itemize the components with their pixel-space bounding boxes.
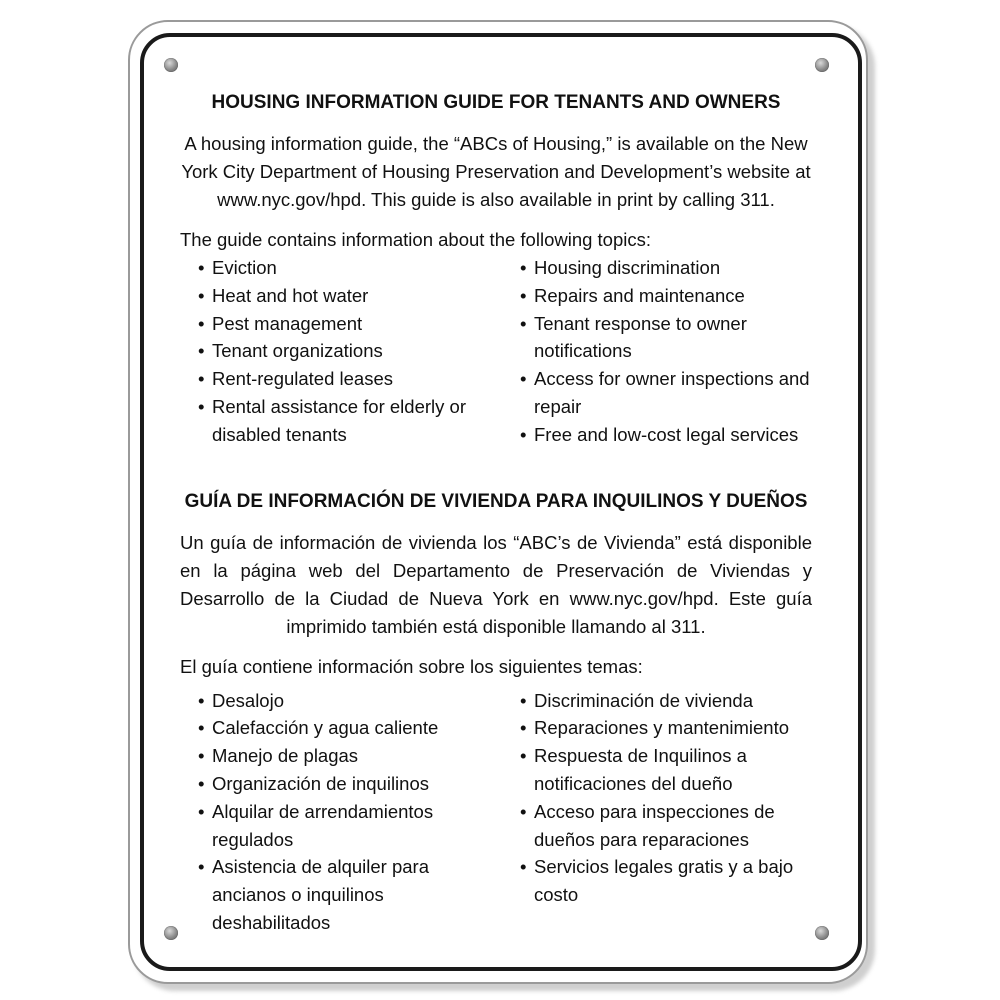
list-item: • Acceso para inspecciones de dueños para reparaciones xyxy=(520,798,812,854)
english-paragraph: A housing information guide, the “ABCs of Housing,” is available on the New York City Department of Housing Preservation and Development’s website at www.nyc.gov/hpd. This guide is also available in print by calling 311. xyxy=(181,133,811,210)
list-item: • Tenant response to owner notifications xyxy=(520,310,812,366)
list-item: • Asistencia de alquiler para ancianos o inquilinos deshabilitados xyxy=(198,853,500,936)
mounting-hole-bottom-left-icon xyxy=(164,926,178,940)
mounting-hole-top-right-icon xyxy=(815,58,829,72)
english-topics-intro: The guide contains information about the following topics: xyxy=(180,229,652,250)
english-topics xyxy=(180,254,812,449)
list-item: • Servicios legales gratis y a bajo costo xyxy=(520,853,812,909)
list-item: • Access for owner inspections and repair xyxy=(520,365,812,421)
list-item: • Pest management xyxy=(198,310,500,338)
list-item: • Eviction xyxy=(198,254,500,282)
list-item: • Tenant organizations xyxy=(198,337,500,365)
mounting-hole-bottom-right-icon xyxy=(815,926,829,940)
list-item: • Reparaciones y mantenimiento xyxy=(520,714,812,742)
sign-content xyxy=(180,90,812,937)
list-item: • Free and low-cost legal services xyxy=(520,421,812,449)
list-item: • Housing discrimination xyxy=(520,254,812,282)
mounting-hole-top-left-icon xyxy=(164,58,178,72)
list-item: • Respuesta de Inquilinos a notificaciones del dueño xyxy=(520,742,812,798)
list-item: • Rent-regulated leases xyxy=(198,365,500,393)
english-topics-right-list xyxy=(500,254,812,449)
list-item: • Desalojo xyxy=(198,687,500,715)
list-item: • Calefacción y agua caliente xyxy=(198,714,500,742)
list-item: • Discriminación de vivienda xyxy=(520,687,812,715)
list-item: • Repairs and maintenance xyxy=(520,282,812,310)
list-item: • Heat and hot water xyxy=(198,282,500,310)
list-item: • Organización de inquilinos xyxy=(198,770,500,798)
spanish-topics-left-list xyxy=(180,687,500,937)
spanish-topics-intro: El guía contiene información sobre los siguientes temas: xyxy=(180,655,643,677)
list-item: • Rental assistance for elderly or disabled tenants xyxy=(198,393,500,449)
spanish-paragraph: Un guía de información de vivienda los “ABC’s de Vivienda” está disponible en la página web del Departamento de Preservación de Viviendas y Desarrollo de la Ciudad de Nueva York en www.nyc.gov/hpd. Este guía imprimido también está disponible llamando al 311. xyxy=(180,531,812,637)
spanish-heading: GUÍA DE INFORMACIÓN DE VIVIENDA PARA INQUILINOS Y DUEÑOS xyxy=(184,490,808,512)
spanish-topics xyxy=(180,687,812,937)
list-item: • Manejo de plagas xyxy=(198,742,500,770)
list-item: • Alquilar de arrendamientos regulados xyxy=(198,798,500,854)
english-topics-left-list xyxy=(180,254,500,449)
spanish-topics-right-list xyxy=(500,687,812,937)
english-heading: HOUSING INFORMATION GUIDE FOR TENANTS AND OWNERS xyxy=(211,92,781,113)
